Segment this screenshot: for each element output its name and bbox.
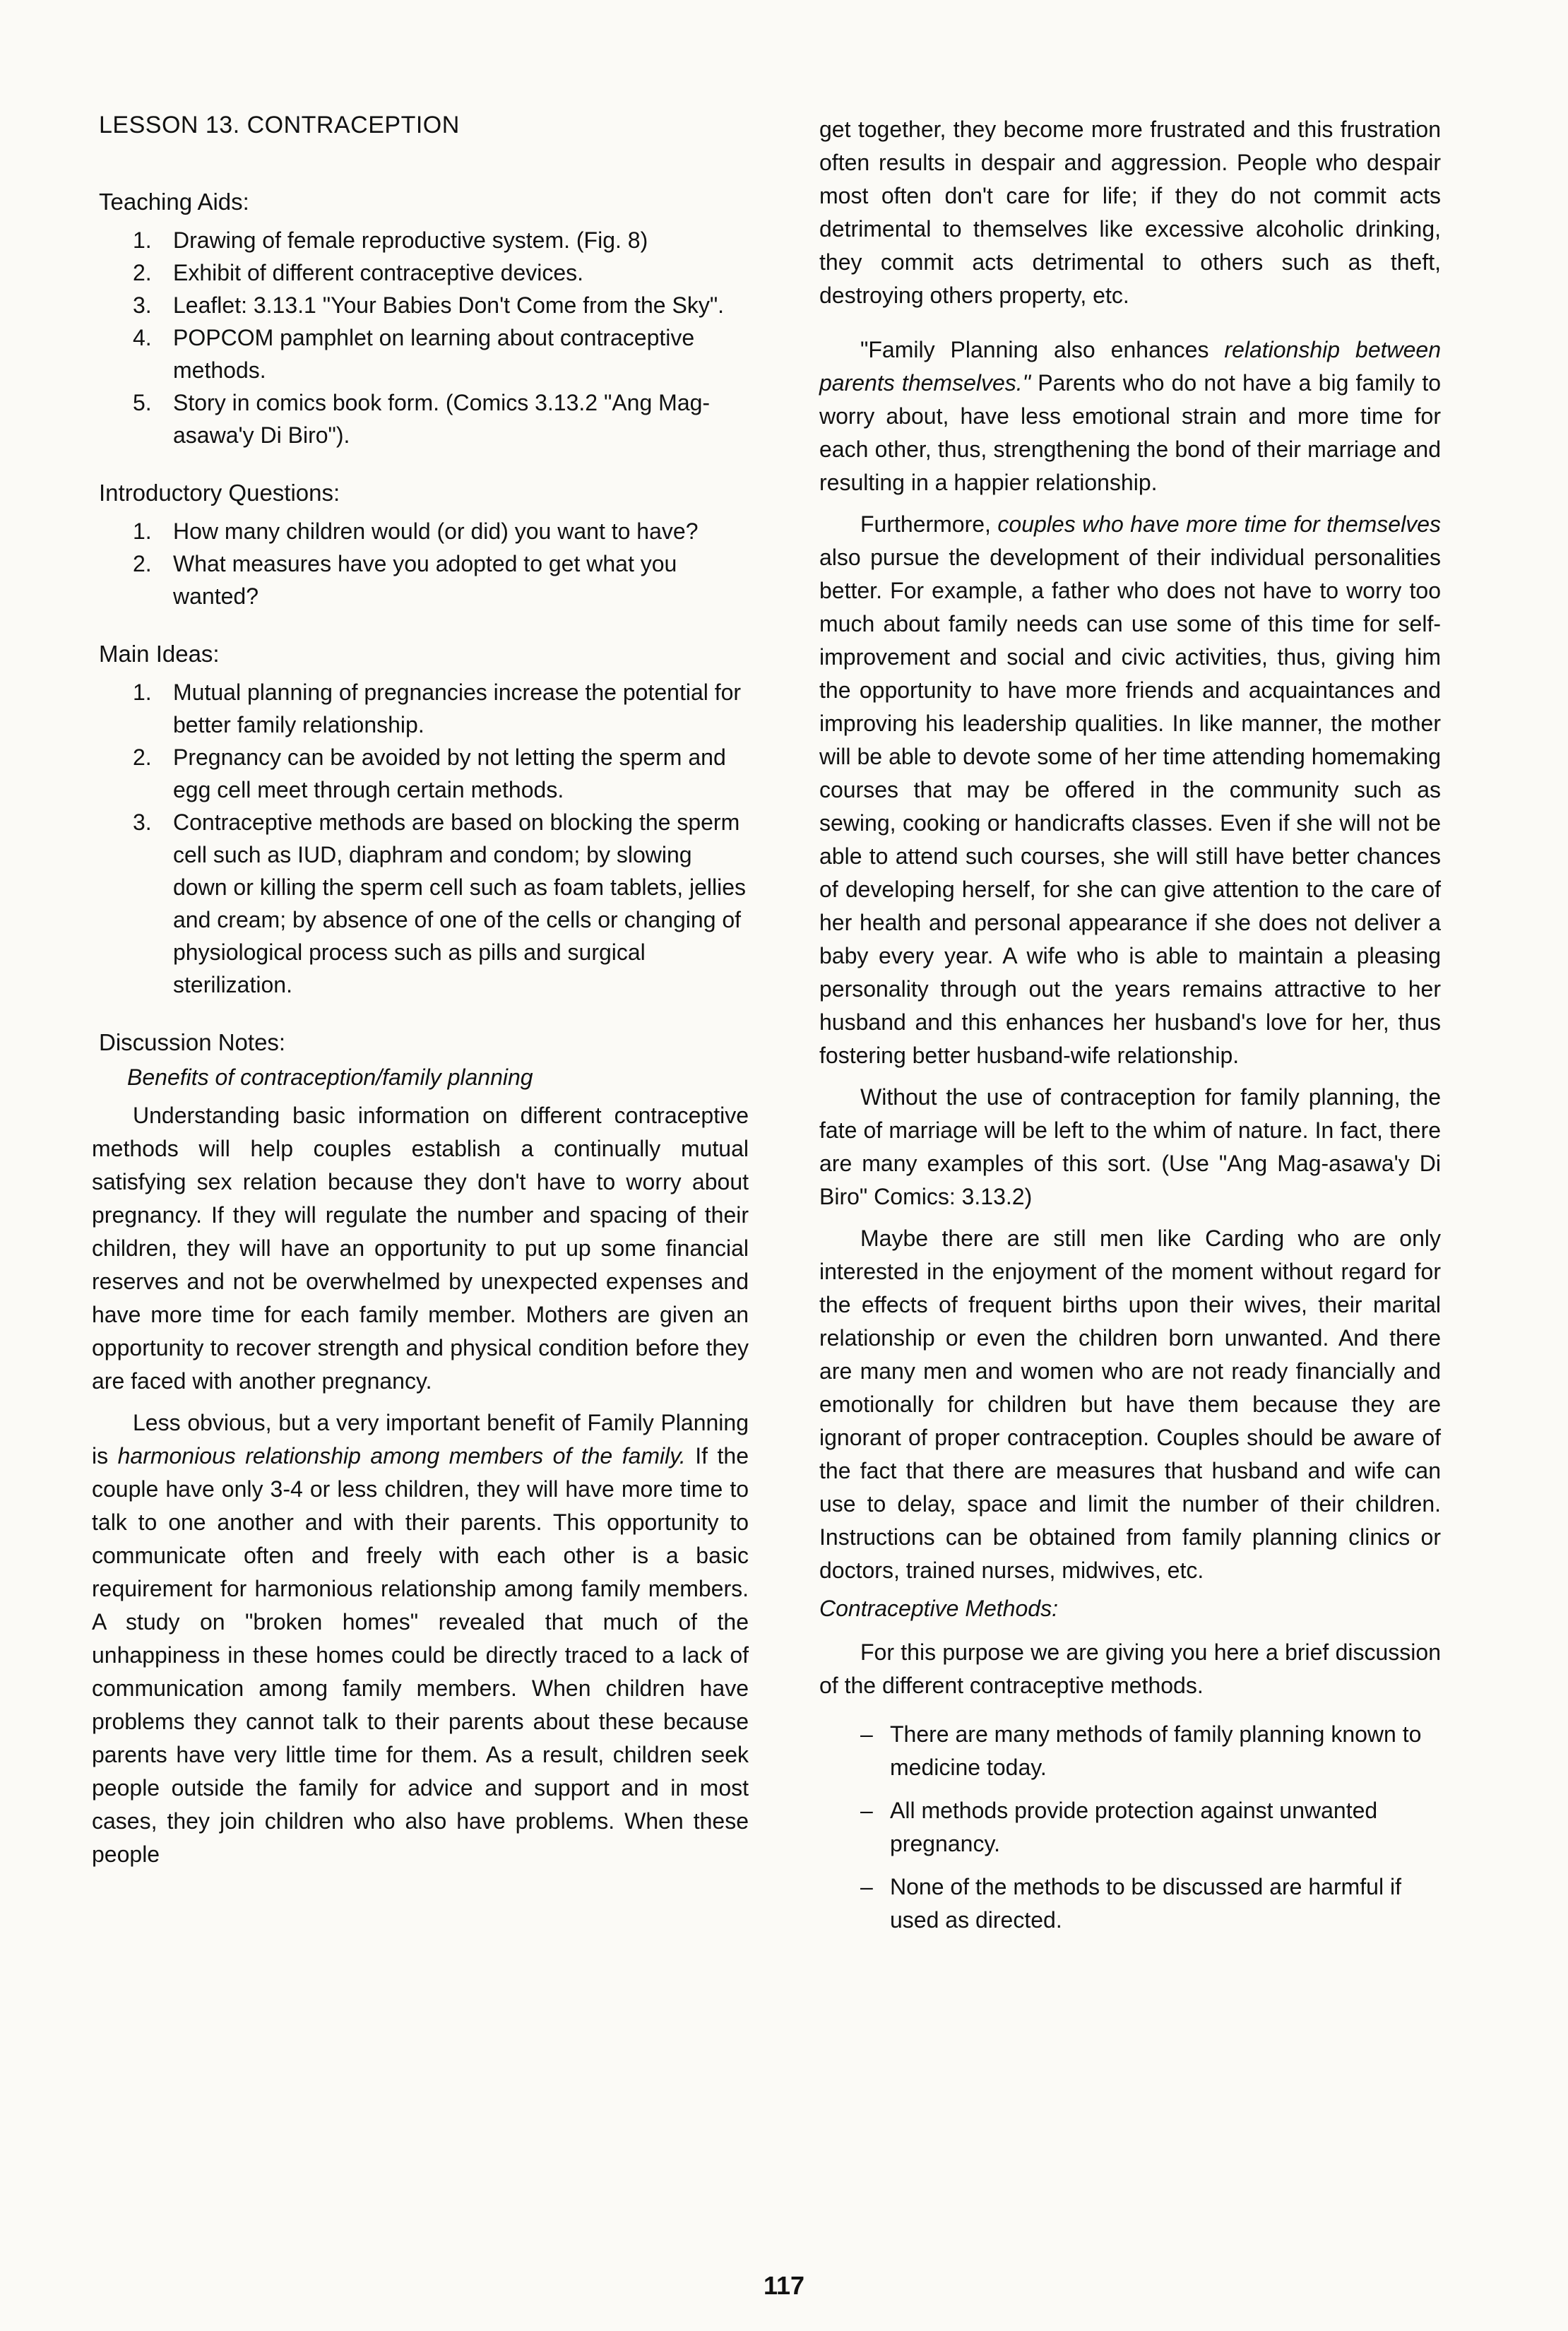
- page-number: 117: [763, 2271, 805, 2300]
- list-item: [92, 547, 749, 612]
- list-item: [819, 1870, 1441, 1937]
- item-number: 2.: [133, 260, 152, 285]
- paragraph: [819, 508, 1441, 1072]
- item-number: 4.: [133, 325, 152, 350]
- item-number: 3.: [133, 292, 152, 318]
- item-text: How many children would (or did) you want to have?: [173, 518, 699, 544]
- contraceptive-methods-subheading: Contraceptive Methods:: [819, 1596, 1058, 1621]
- list-item: [819, 1718, 1441, 1784]
- text-run: Parents who do not have a big family to worry about, have less emotional strain and more time for each other, thus, strengthening the bond of their marriage and resulting in a happier relationship.: [819, 370, 1442, 495]
- list-item: [92, 224, 749, 256]
- list-item: [92, 256, 749, 289]
- dash-marker: –: [860, 1874, 873, 1899]
- list-item: [92, 806, 749, 1001]
- list-item: [92, 741, 749, 806]
- item-text: None of the methods to be discussed are harmful if used as directed.: [890, 1874, 1401, 1933]
- paragraph: [92, 1406, 749, 1871]
- item-number: 1.: [133, 227, 152, 253]
- methods-dash-list: [819, 1718, 1441, 1937]
- emphasis: harmonious relationship among members of the family.: [117, 1443, 686, 1469]
- main-ideas-label: Main Ideas:: [99, 641, 220, 667]
- list-item: [819, 1794, 1441, 1861]
- item-text: Mutual planning of pregnancies increase the potential for better family relationship.: [173, 680, 742, 737]
- item-number: 5.: [133, 390, 152, 415]
- teaching-aids-list: [92, 224, 749, 451]
- item-text: All methods provide protection against unwanted pregnancy.: [890, 1798, 1378, 1856]
- right-column: [819, 113, 1441, 1947]
- dash-marker: –: [860, 1798, 873, 1823]
- item-text: Contraceptive methods are based on blocking the sperm cell such as IUD, diaphram and condom; by slowing down or killing the sperm cell such as foam tablets, jellies and cream; by absence of one of the cells or changing of physiological process such as pills and surgical sterilization.: [173, 809, 747, 997]
- item-text: Story in comics book form. (Comics 3.13.2 "Ang Mag-asawa'y Di Biro").: [173, 390, 711, 448]
- item-text: There are many methods of family planning known to medicine today.: [890, 1721, 1422, 1780]
- item-text: What measures have you adopted to get what you wanted?: [173, 551, 677, 609]
- text-run: also pursue the development of their individual personalities better. For example, a father who does not have to worry too much about family needs can use some of this time for self-improvement and social and civic activities, thus, giving him the opportunity to have more friends and acquaintances and improving his leadership qualities. In like manner, the mother will be able to devote some of her time attending homemaking courses that may be offered in the community such as sewing, cooking or handicrafts classes. Even if she will not be able to attend such courses, she will still have better chances of developing herself, for she can give attention to the care of her health and personal appearance if she does not deliver a baby every year. A wife who is able to maintain a pleasing personality through out the years remains attractive to her husband and this enhances her husband's love for her, thus fostering better husband-wife relationship.: [819, 545, 1441, 1068]
- list-item: [92, 515, 749, 547]
- dash-marker: –: [860, 1721, 873, 1747]
- list-item: [92, 321, 749, 386]
- lesson-title: LESSON 13. CONTRACEPTION: [99, 112, 460, 138]
- introductory-questions-list: [92, 515, 749, 612]
- paragraph: Maybe there are still men like Carding who are only interested in the enjoyment of the moment without regard for the effects of frequent births upon their wives, their marital relationship or even the children born unwanted. And there are many men and women who are not ready financially and emotionally for children but have them because they are ignorant of proper contraception. Couples should be aware of the fact that there are measures that husband and wife can use to delay, space and limit the number of their children. Instructions can be obtained from family planning clinics or doctors, trained nurses, midwives, etc.: [819, 1226, 1441, 1583]
- benefits-subheading: Benefits of contraception/family planning: [127, 1064, 533, 1090]
- teaching-aids-label: Teaching Aids:: [99, 189, 249, 215]
- paragraph: Without the use of contraception for family planning, the fate of marriage will be left to the whim of nature. In fact, there are many examples of this sort. (Use "Ang Mag-asawa'y Di Biro" Comics: 3.13.2): [819, 1084, 1441, 1209]
- paragraph: get together, they become more frustrated and this frustration often results in despair and aggression. People who despair most often don't care for life; if they do not commit acts detrimental to themselves like excessive alcoholic drinking, they commit acts detrimental to others such as theft, destroying others property, etc.: [819, 117, 1441, 308]
- item-number: 1.: [133, 680, 152, 705]
- discussion-notes-label: Discussion Notes:: [99, 1029, 286, 1055]
- introductory-questions-label: Introductory Questions:: [99, 480, 340, 506]
- emphasis: couples who have more time for themselves: [997, 511, 1442, 537]
- item-text: Leaflet: 3.13.1 "Your Babies Don't Come from the Sky".: [173, 292, 725, 318]
- emphasis: relationship between parents themselves.": [819, 337, 1442, 396]
- text-run: Furthermore,: [860, 511, 998, 537]
- list-item: [92, 676, 749, 741]
- paragraph: For this purpose we are giving you here a brief discussion of the different contraceptive methods.: [819, 1639, 1441, 1698]
- item-number: 2.: [133, 551, 152, 576]
- item-text: POPCOM pamphlet on learning about contraceptive methods.: [173, 325, 695, 383]
- text-run: Less obvious, but a very important benefit of Family Planning is: [92, 1410, 749, 1469]
- item-text: Drawing of female reproductive system. (Fig. 8): [173, 227, 648, 253]
- main-ideas-list: [92, 676, 749, 1001]
- item-number: 2.: [133, 745, 152, 770]
- item-number: 3.: [133, 809, 152, 835]
- left-column: [92, 106, 749, 1880]
- paragraph: [819, 333, 1441, 499]
- item-text: Pregnancy can be avoided by not letting the sperm and egg cell meet through certain methods.: [173, 745, 726, 802]
- list-item: [92, 386, 749, 451]
- list-item: [92, 289, 749, 321]
- text-run: "Family Planning also enhances: [860, 337, 1225, 362]
- text-run: If the couple have only 3-4 or less children, they will have more time to talk to one another and with their parents. This opportunity to communicate often and freely with each other is a basic requirement for harmonious relationship among family members. A study on "broken homes" revealed that much of the unhappiness in these homes could be directly traced to a lack of communication among family members. When children have problems they cannot talk to their parents about these because parents have very little time for them. As a result, children seek people outside the family for advice and support and in most cases, they join children who also have problems. When these people: [92, 1443, 749, 1867]
- item-text: Exhibit of different contraceptive devices.: [173, 260, 584, 285]
- item-number: 1.: [133, 518, 152, 544]
- paragraph: Understanding basic information on different contraceptive methods will help couples establish a continually mutual satisfying sex relation because they don't have to worry about pregnancy. If they will regulate the number and spacing of their children, they will have an opportunity to put up some financial reserves and not be overwhelmed by unexpected expenses and have more time for each family member. Mothers are given an opportunity to recover strength and physical condition before they are faced with another pregnancy.: [92, 1103, 749, 1394]
